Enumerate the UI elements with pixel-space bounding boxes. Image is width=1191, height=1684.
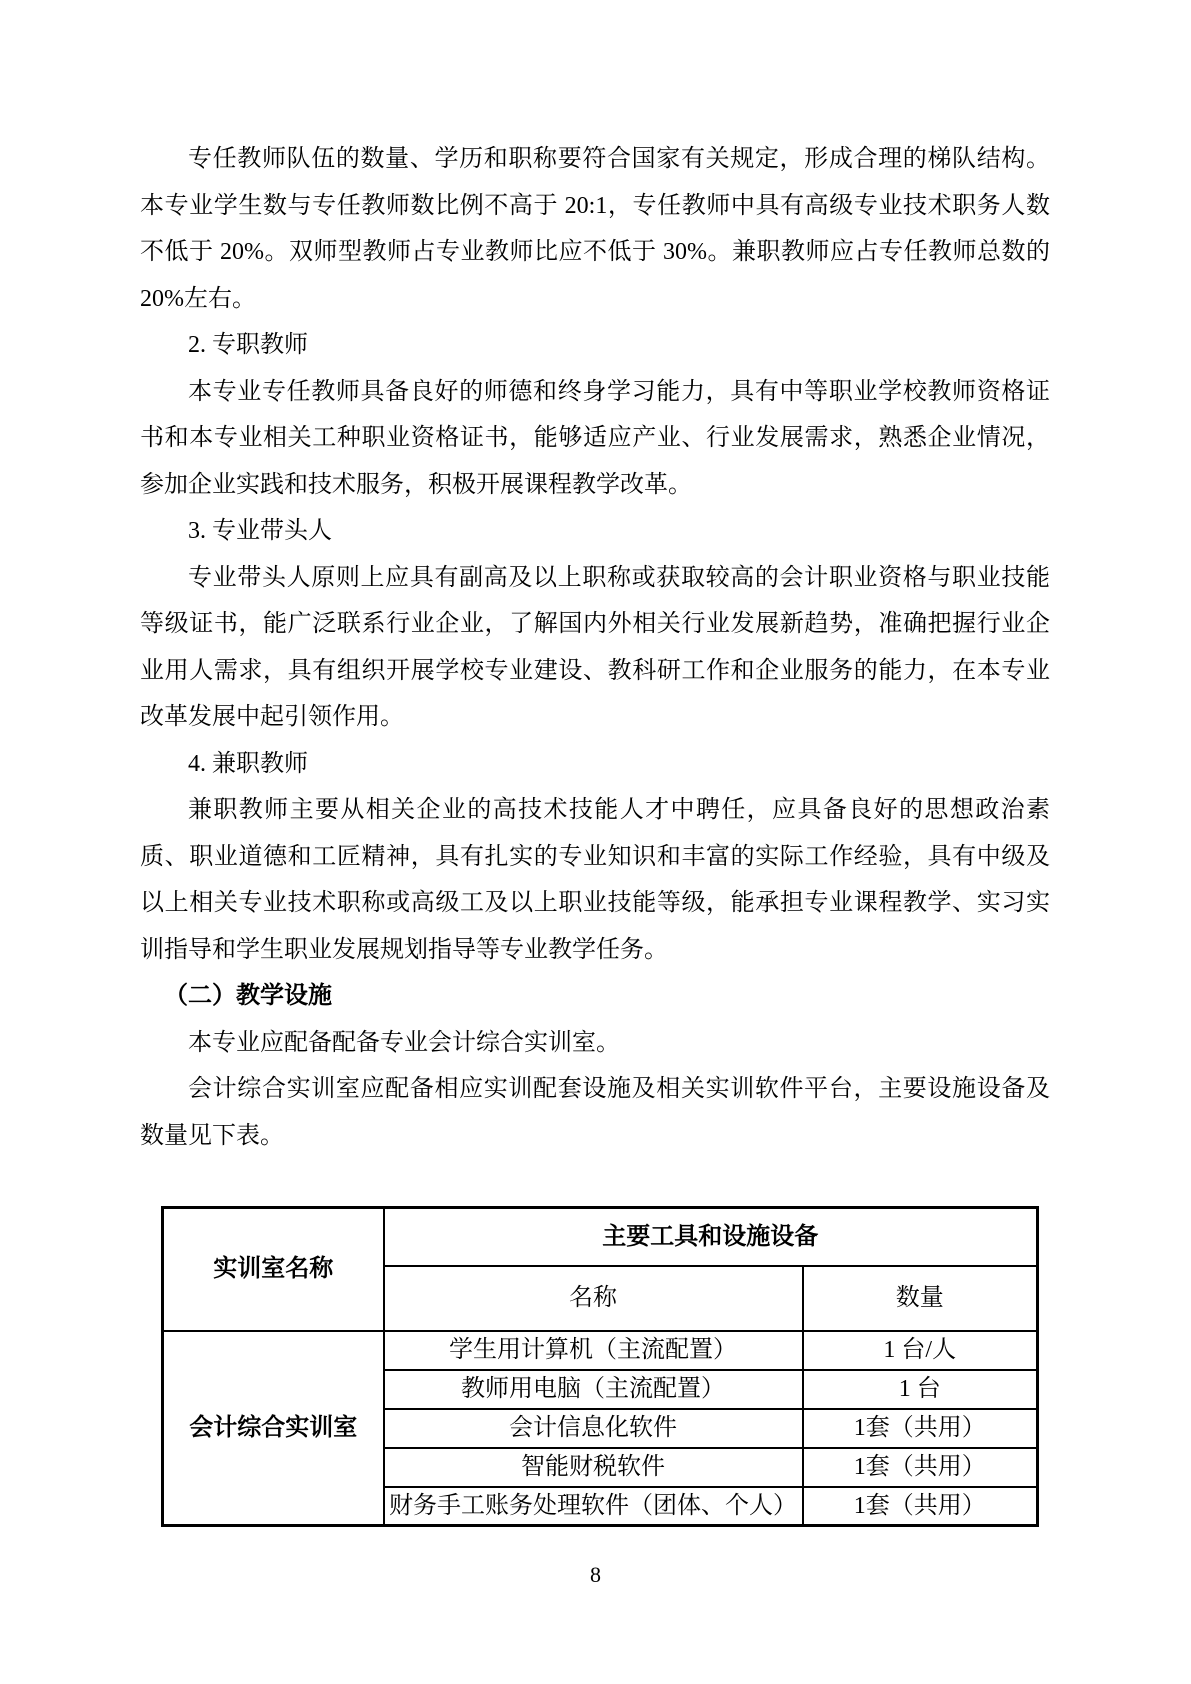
paragraph-parttime-teachers: 兼职教师主要从相关企业的高技术技能人才中聘任，应具备良好的思想政治素质、职业道德和工匠精神，具有扎实的专业知识和丰富的实际工作经验，具有中级及以上相关专业技术职称或高级工及以上职业技能等级，能承担专业课程教学、实习实训指导和学生职业发展规划指导等专业教学任务。	[140, 797, 1050, 963]
equipment-qty-cell: 1 台	[803, 1370, 1038, 1409]
table-header-qty: 数量	[803, 1266, 1038, 1331]
heading-program-leader: 3. 专业带头人	[188, 518, 332, 544]
table-header-tools: 主要工具和设施设备	[384, 1208, 1038, 1266]
equipment-name-cell: 会计信息化软件	[384, 1409, 803, 1448]
heading-teaching-facilities: （二）教学设施	[164, 982, 332, 1009]
page-number: 8	[590, 1562, 601, 1587]
facilities-table	[161, 1206, 1039, 1527]
heading-parttime-teachers: 4. 兼职教师	[188, 750, 308, 777]
equipment-qty-cell: 1套（共用）	[803, 1487, 1038, 1526]
table-header-row-1	[163, 1208, 1038, 1266]
paragraph-equipment-intro: 会计综合实训室应配备相应实训配套设施及相关实训软件平台，主要设施设备及数量见下表。	[140, 1076, 1050, 1149]
equipment-qty-cell: 1 台/人	[803, 1331, 1038, 1370]
paragraph-fulltime-teachers: 本专业专任教师具备良好的师德和终身学习能力，具有中等职业学校教师资格证书和本专业相关工种职业资格证书，能够适应产业、行业发展需求，熟悉企业情况，参加企业实践和技术服务，积极开展课程教学改革。	[140, 378, 1050, 498]
equipment-name-cell: 智能财税软件	[384, 1448, 803, 1487]
paragraph-training-room: 本专业应配备配备专业会计综合实训室。	[188, 1029, 620, 1056]
equipment-name-cell: 财务手工账务处理软件（团体、个人）	[384, 1487, 803, 1526]
equipment-qty-cell: 1套（共用）	[803, 1448, 1038, 1487]
table-header-name: 名称	[384, 1266, 803, 1331]
room-name-cell: 会计综合实训室	[163, 1331, 384, 1526]
equipment-name-cell: 学生用计算机（主流配置）	[384, 1331, 803, 1370]
heading-fulltime-teachers: 2. 专职教师	[188, 332, 308, 358]
equipment-qty-cell: 1套（共用）	[803, 1409, 1038, 1448]
equipment-name-cell: 教师用电脑（主流配置）	[384, 1370, 803, 1409]
table-row	[163, 1331, 1038, 1370]
paragraph-teacher-team: 专任教师队伍的数量、学历和职称要符合国家有关规定，形成合理的梯队结构。本专业学生数与专任教师数比例不高于 20:1，专任教师中具有高级专业技术职务人数不低于 20%。双师型教师占专业教师比应不低于 30%。兼职教师应占专任教师总数的20%左右。	[140, 146, 1050, 312]
paragraph-program-leader: 专业带头人原则上应具有副高及以上职称或获取较高的会计职业资格与职业技能等级证书，能广泛联系行业企业，了解国内外相关行业发展新趋势，准确把握行业企业用人需求，具有组织开展学校专业建设、教科研工作和企业服务的能力，在本专业改革发展中起引领作用。	[140, 564, 1050, 730]
table-header-room: 实训室名称	[163, 1208, 384, 1331]
